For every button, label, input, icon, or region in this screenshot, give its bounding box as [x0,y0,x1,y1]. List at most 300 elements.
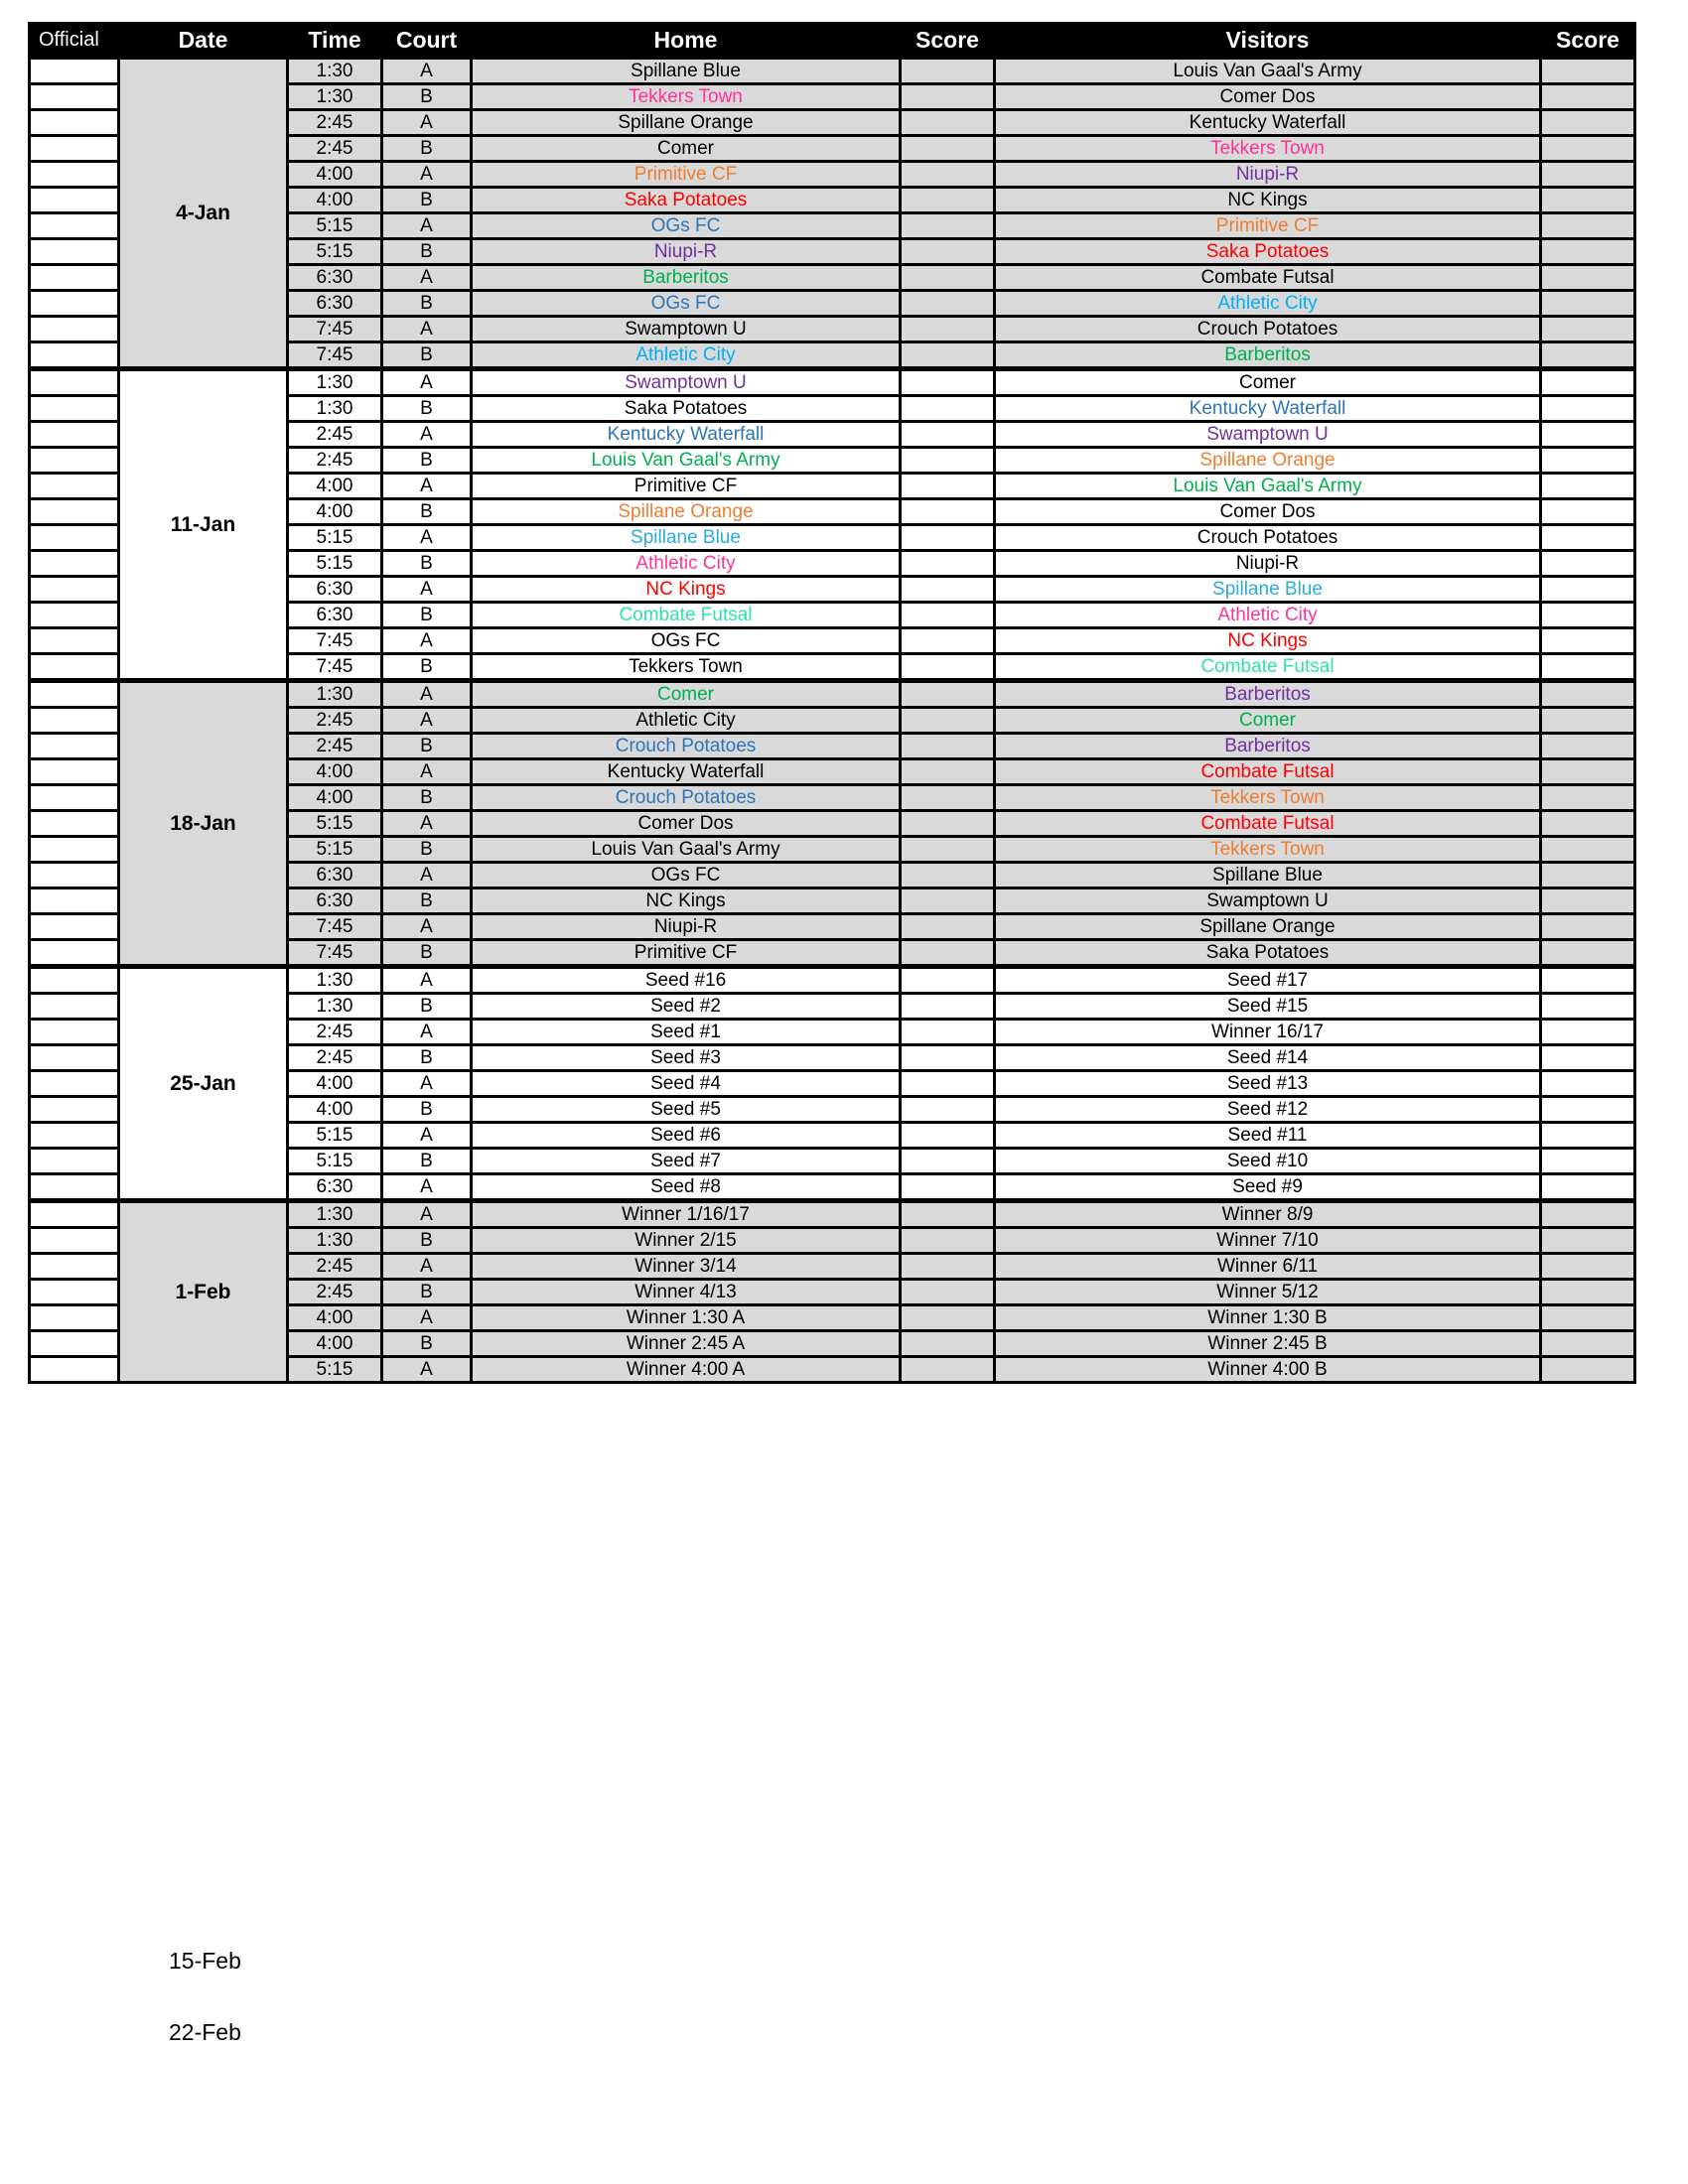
home-score-cell[interactable] [901,1357,995,1383]
visitors-team-cell: Niupi-R [995,551,1541,577]
visitors-score-cell[interactable] [1541,162,1635,188]
visitors-team-cell: Barberitos [995,681,1541,708]
home-team-cell: Saka Potatoes [472,188,901,213]
visitors-team-cell: Crouch Potatoes [995,525,1541,551]
home-team-cell: Seed #2 [472,994,901,1020]
visitors-score-cell[interactable] [1541,499,1635,525]
court-cell: B [382,1331,472,1357]
home-score-cell[interactable] [901,265,995,291]
visitors-team-cell: Comer [995,708,1541,734]
time-cell: 5:15 [288,1149,382,1174]
home-team-cell: OGs FC [472,863,901,888]
visitors-score-cell[interactable] [1541,940,1635,967]
official-cell[interactable] [30,1123,119,1149]
visitors-score-cell[interactable] [1541,448,1635,474]
home-score-cell[interactable] [901,136,995,162]
visitors-score-cell[interactable] [1541,1357,1635,1383]
court-cell: A [382,914,472,940]
time-cell: 6:30 [288,265,382,291]
time-cell: 4:00 [288,474,382,499]
official-cell[interactable] [30,1174,119,1201]
official-cell[interactable] [30,136,119,162]
home-score-cell[interactable] [901,291,995,317]
schedule-row [30,369,1635,396]
official-cell[interactable] [30,342,119,369]
time-cell: 2:45 [288,1045,382,1071]
visitors-team-cell: Winner 4:00 B [995,1357,1541,1383]
home-team-cell: Spillane Orange [472,110,901,136]
court-cell: A [382,1201,472,1228]
visitors-score-cell[interactable] [1541,213,1635,239]
visitors-team-cell: NC Kings [995,628,1541,654]
court-cell: B [382,603,472,628]
home-team-cell: Athletic City [472,551,901,577]
home-score-cell[interactable] [901,1280,995,1305]
home-score-cell[interactable] [901,342,995,369]
court-cell: A [382,681,472,708]
court-cell: A [382,708,472,734]
court-cell: B [382,342,472,369]
official-cell[interactable] [30,188,119,213]
visitors-team-cell: Barberitos [995,734,1541,759]
official-cell[interactable] [30,448,119,474]
visitors-team-cell: Tekkers Town [995,785,1541,811]
time-cell: 4:00 [288,1305,382,1331]
visitors-team-cell: Winner 16/17 [995,1020,1541,1045]
date-cell: 18-Jan [119,681,288,967]
official-cell[interactable] [30,265,119,291]
visitors-team-cell: Swamptown U [995,888,1541,914]
date-cell: 1-Feb [119,1201,288,1383]
court-cell: B [382,1228,472,1254]
visitors-score-cell[interactable] [1541,863,1635,888]
home-team-cell: NC Kings [472,888,901,914]
time-cell: 2:45 [288,1280,382,1305]
visitors-score-cell[interactable] [1541,967,1635,994]
time-cell: 1:30 [288,967,382,994]
home-team-cell: Seed #4 [472,1071,901,1097]
home-score-cell[interactable] [901,1020,995,1045]
time-cell: 5:15 [288,811,382,837]
visitors-score-cell[interactable] [1541,1020,1635,1045]
time-cell: 2:45 [288,1254,382,1280]
official-cell[interactable] [30,1254,119,1280]
home-score-cell[interactable] [901,967,995,994]
visitors-score-cell[interactable] [1541,577,1635,603]
date-cell: 11-Jan [119,369,288,681]
official-cell[interactable] [30,1071,119,1097]
time-cell: 4:00 [288,1097,382,1123]
home-score-cell[interactable] [901,577,995,603]
visitors-score-cell[interactable] [1541,681,1635,708]
home-team-cell: Comer [472,681,901,708]
time-cell: 2:45 [288,708,382,734]
home-score-cell[interactable] [901,603,995,628]
court-cell: A [382,474,472,499]
visitors-score-cell[interactable] [1541,317,1635,342]
home-score-cell[interactable] [901,914,995,940]
schedule-row [30,58,1635,84]
visitors-score-cell[interactable] [1541,1201,1635,1228]
official-cell[interactable] [30,888,119,914]
official-cell[interactable] [30,1228,119,1254]
time-cell: 2:45 [288,136,382,162]
home-score-cell[interactable] [901,1174,995,1201]
home-score-cell[interactable] [901,58,995,84]
time-cell: 5:15 [288,239,382,265]
official-cell[interactable] [30,551,119,577]
visitors-score-cell[interactable] [1541,734,1635,759]
court-cell: B [382,84,472,110]
visitors-team-cell: Combate Futsal [995,759,1541,785]
time-cell: 5:15 [288,1357,382,1383]
court-cell: A [382,1305,472,1331]
time-cell: 1:30 [288,1201,382,1228]
visitors-team-cell: Winner 6/11 [995,1254,1541,1280]
home-team-cell: Winner 2/15 [472,1228,901,1254]
official-cell[interactable] [30,577,119,603]
home-team-cell: Winner 4/13 [472,1280,901,1305]
official-cell[interactable] [30,422,119,448]
visitors-team-cell: Spillane Blue [995,863,1541,888]
home-score-cell[interactable] [901,1071,995,1097]
time-cell: 7:45 [288,628,382,654]
court-cell: B [382,994,472,1020]
court-cell: A [382,110,472,136]
official-cell[interactable] [30,1020,119,1045]
home-team-cell: Winner 1/16/17 [472,1201,901,1228]
home-team-cell: Crouch Potatoes [472,785,901,811]
time-cell: 1:30 [288,681,382,708]
visitors-score-cell[interactable] [1541,422,1635,448]
home-score-cell[interactable] [901,110,995,136]
court-cell: B [382,188,472,213]
official-cell[interactable] [30,681,119,708]
visitors-team-cell: Seed #17 [995,967,1541,994]
home-score-cell[interactable] [901,474,995,499]
official-cell[interactable] [30,1331,119,1357]
home-score-cell[interactable] [901,1201,995,1228]
visitors-team-cell: Comer [995,369,1541,396]
official-cell[interactable] [30,110,119,136]
visitors-score-cell[interactable] [1541,888,1635,914]
visitors-score-cell[interactable] [1541,136,1635,162]
court-cell: B [382,1097,472,1123]
home-team-cell: Swamptown U [472,317,901,342]
court-cell: B [382,136,472,162]
visitors-score-cell[interactable] [1541,1331,1635,1357]
court-cell: A [382,1020,472,1045]
home-score-cell[interactable] [901,994,995,1020]
court-cell: A [382,628,472,654]
visitors-score-cell[interactable] [1541,291,1635,317]
court-cell: A [382,1357,472,1383]
official-cell[interactable] [30,994,119,1020]
home-score-cell[interactable] [901,863,995,888]
home-score-cell[interactable] [901,213,995,239]
header-home: Home [472,24,901,58]
visitors-score-cell[interactable] [1541,1071,1635,1097]
header-visitors: Visitors [995,24,1541,58]
visitors-score-cell[interactable] [1541,474,1635,499]
visitors-team-cell: Kentucky Waterfall [995,396,1541,422]
visitors-score-cell[interactable] [1541,396,1635,422]
home-score-cell[interactable] [901,1254,995,1280]
home-score-cell[interactable] [901,84,995,110]
time-cell: 2:45 [288,110,382,136]
official-cell[interactable] [30,58,119,84]
visitors-score-cell[interactable] [1541,1123,1635,1149]
home-score-cell[interactable] [901,837,995,863]
footer-date-22feb: 22-Feb [169,2019,241,2045]
court-cell: A [382,58,472,84]
visitors-score-cell[interactable] [1541,369,1635,396]
visitors-team-cell: Winner 8/9 [995,1201,1541,1228]
home-score-cell[interactable] [901,1097,995,1123]
time-cell: 2:45 [288,422,382,448]
home-score-cell[interactable] [901,940,995,967]
court-cell: A [382,213,472,239]
official-cell[interactable] [30,213,119,239]
official-cell[interactable] [30,1305,119,1331]
official-cell[interactable] [30,84,119,110]
time-cell: 4:00 [288,188,382,213]
official-cell[interactable] [30,317,119,342]
visitors-team-cell: Winner 5/12 [995,1280,1541,1305]
visitors-score-cell[interactable] [1541,188,1635,213]
home-team-cell: OGs FC [472,291,901,317]
court-cell: B [382,396,472,422]
visitors-score-cell[interactable] [1541,1174,1635,1201]
visitors-score-cell[interactable] [1541,603,1635,628]
home-score-cell[interactable] [901,708,995,734]
home-score-cell[interactable] [901,448,995,474]
visitors-score-cell[interactable] [1541,785,1635,811]
home-score-cell[interactable] [901,525,995,551]
official-cell[interactable] [30,474,119,499]
visitors-team-cell: Spillane Blue [995,577,1541,603]
official-cell[interactable] [30,734,119,759]
official-cell[interactable] [30,785,119,811]
visitors-score-cell[interactable] [1541,551,1635,577]
court-cell: B [382,654,472,681]
visitors-score-cell[interactable] [1541,84,1635,110]
home-team-cell: Seed #5 [472,1097,901,1123]
time-cell: 4:00 [288,162,382,188]
court-cell: A [382,967,472,994]
visitors-score-cell[interactable] [1541,1280,1635,1305]
visitors-score-cell[interactable] [1541,239,1635,265]
home-score-cell[interactable] [901,239,995,265]
visitors-score-cell[interactable] [1541,342,1635,369]
court-cell: A [382,1123,472,1149]
schedule-row [30,1201,1635,1228]
visitors-team-cell: Combate Futsal [995,265,1541,291]
home-team-cell: NC Kings [472,577,901,603]
visitors-score-cell[interactable] [1541,1254,1635,1280]
home-team-cell: Spillane Blue [472,58,901,84]
official-cell[interactable] [30,1149,119,1174]
home-team-cell: Niupi-R [472,914,901,940]
court-cell: A [382,317,472,342]
home-score-cell[interactable] [901,1045,995,1071]
official-cell[interactable] [30,708,119,734]
home-team-cell: Tekkers Town [472,84,901,110]
visitors-score-cell[interactable] [1541,1305,1635,1331]
visitors-score-cell[interactable] [1541,58,1635,84]
home-score-cell[interactable] [901,499,995,525]
home-score-cell[interactable] [901,162,995,188]
visitors-score-cell[interactable] [1541,837,1635,863]
official-cell[interactable] [30,162,119,188]
court-cell: B [382,1280,472,1305]
header-court: Court [382,24,472,58]
home-team-cell: Seed #1 [472,1020,901,1045]
home-score-cell[interactable] [901,628,995,654]
home-score-cell[interactable] [901,1305,995,1331]
visitors-score-cell[interactable] [1541,110,1635,136]
header-home-score: Score [901,24,995,58]
visitors-team-cell: Tekkers Town [995,136,1541,162]
visitors-score-cell[interactable] [1541,1228,1635,1254]
visitors-team-cell: Niupi-R [995,162,1541,188]
home-score-cell[interactable] [901,1149,995,1174]
header-date: Date [119,24,288,58]
home-score-cell[interactable] [901,422,995,448]
visitors-score-cell[interactable] [1541,1097,1635,1123]
home-team-cell: Winner 4:00 A [472,1357,901,1383]
court-cell: B [382,1149,472,1174]
court-cell: A [382,369,472,396]
home-team-cell: Louis Van Gaal's Army [472,448,901,474]
header-official: Official [30,24,119,58]
official-cell[interactable] [30,914,119,940]
home-score-cell[interactable] [901,396,995,422]
official-cell[interactable] [30,759,119,785]
home-score-cell[interactable] [901,681,995,708]
visitors-score-cell[interactable] [1541,914,1635,940]
home-score-cell[interactable] [901,734,995,759]
visitors-score-cell[interactable] [1541,708,1635,734]
visitors-team-cell: Combate Futsal [995,811,1541,837]
time-cell: 6:30 [288,1174,382,1201]
home-score-cell[interactable] [901,759,995,785]
visitors-team-cell: Seed #9 [995,1174,1541,1201]
visitors-score-cell[interactable] [1541,759,1635,785]
time-cell: 5:15 [288,837,382,863]
time-cell: 7:45 [288,940,382,967]
official-cell[interactable] [30,837,119,863]
visitors-team-cell: Seed #13 [995,1071,1541,1097]
home-score-cell[interactable] [901,1331,995,1357]
home-score-cell[interactable] [901,888,995,914]
court-cell: A [382,577,472,603]
visitors-score-cell[interactable] [1541,654,1635,681]
home-score-cell[interactable] [901,1123,995,1149]
court-cell: B [382,734,472,759]
visitors-team-cell: Athletic City [995,603,1541,628]
visitors-score-cell[interactable] [1541,265,1635,291]
home-score-cell[interactable] [901,317,995,342]
home-team-cell: Seed #6 [472,1123,901,1149]
visitors-team-cell: Saka Potatoes [995,239,1541,265]
court-cell: A [382,162,472,188]
time-cell: 5:15 [288,213,382,239]
court-cell: A [382,811,472,837]
official-cell[interactable] [30,291,119,317]
official-cell[interactable] [30,239,119,265]
home-team-cell: Comer [472,136,901,162]
visitors-score-cell[interactable] [1541,525,1635,551]
visitors-team-cell: Comer Dos [995,84,1541,110]
official-cell[interactable] [30,525,119,551]
home-score-cell[interactable] [901,654,995,681]
official-cell[interactable] [30,1045,119,1071]
visitors-score-cell[interactable] [1541,628,1635,654]
visitors-team-cell: Barberitos [995,342,1541,369]
official-cell[interactable] [30,1097,119,1123]
official-cell[interactable] [30,369,119,396]
visitors-team-cell: Spillane Orange [995,448,1541,474]
visitors-score-cell[interactable] [1541,1045,1635,1071]
home-score-cell[interactable] [901,811,995,837]
home-score-cell[interactable] [901,1228,995,1254]
visitors-team-cell: Comer Dos [995,499,1541,525]
official-cell[interactable] [30,396,119,422]
home-team-cell: OGs FC [472,628,901,654]
time-cell: 6:30 [288,863,382,888]
home-score-cell[interactable] [901,551,995,577]
home-team-cell: Primitive CF [472,162,901,188]
time-cell: 1:30 [288,58,382,84]
home-team-cell: Primitive CF [472,474,901,499]
official-cell[interactable] [30,1201,119,1228]
time-cell: 7:45 [288,654,382,681]
official-cell[interactable] [30,628,119,654]
official-cell[interactable] [30,811,119,837]
visitors-score-cell[interactable] [1541,1149,1635,1174]
home-score-cell[interactable] [901,188,995,213]
official-cell[interactable] [30,603,119,628]
visitors-team-cell: Winner 1:30 B [995,1305,1541,1331]
official-cell[interactable] [30,1280,119,1305]
official-cell[interactable] [30,940,119,967]
home-team-cell: Swamptown U [472,369,901,396]
visitors-team-cell: Swamptown U [995,422,1541,448]
date-cell: 4-Jan [119,58,288,369]
home-team-cell: Spillane Orange [472,499,901,525]
time-cell: 4:00 [288,1331,382,1357]
home-score-cell[interactable] [901,369,995,396]
time-cell: 4:00 [288,499,382,525]
official-cell[interactable] [30,499,119,525]
visitors-score-cell[interactable] [1541,994,1635,1020]
official-cell[interactable] [30,1357,119,1383]
official-cell[interactable] [30,863,119,888]
time-cell: 1:30 [288,994,382,1020]
home-team-cell: Winner 1:30 A [472,1305,901,1331]
official-cell[interactable] [30,967,119,994]
header-time: Time [288,24,382,58]
court-cell: B [382,499,472,525]
official-cell[interactable] [30,654,119,681]
time-cell: 7:45 [288,914,382,940]
home-score-cell[interactable] [901,785,995,811]
visitors-score-cell[interactable] [1541,811,1635,837]
home-team-cell: Kentucky Waterfall [472,759,901,785]
home-team-cell: Athletic City [472,708,901,734]
visitors-team-cell: Winner 7/10 [995,1228,1541,1254]
